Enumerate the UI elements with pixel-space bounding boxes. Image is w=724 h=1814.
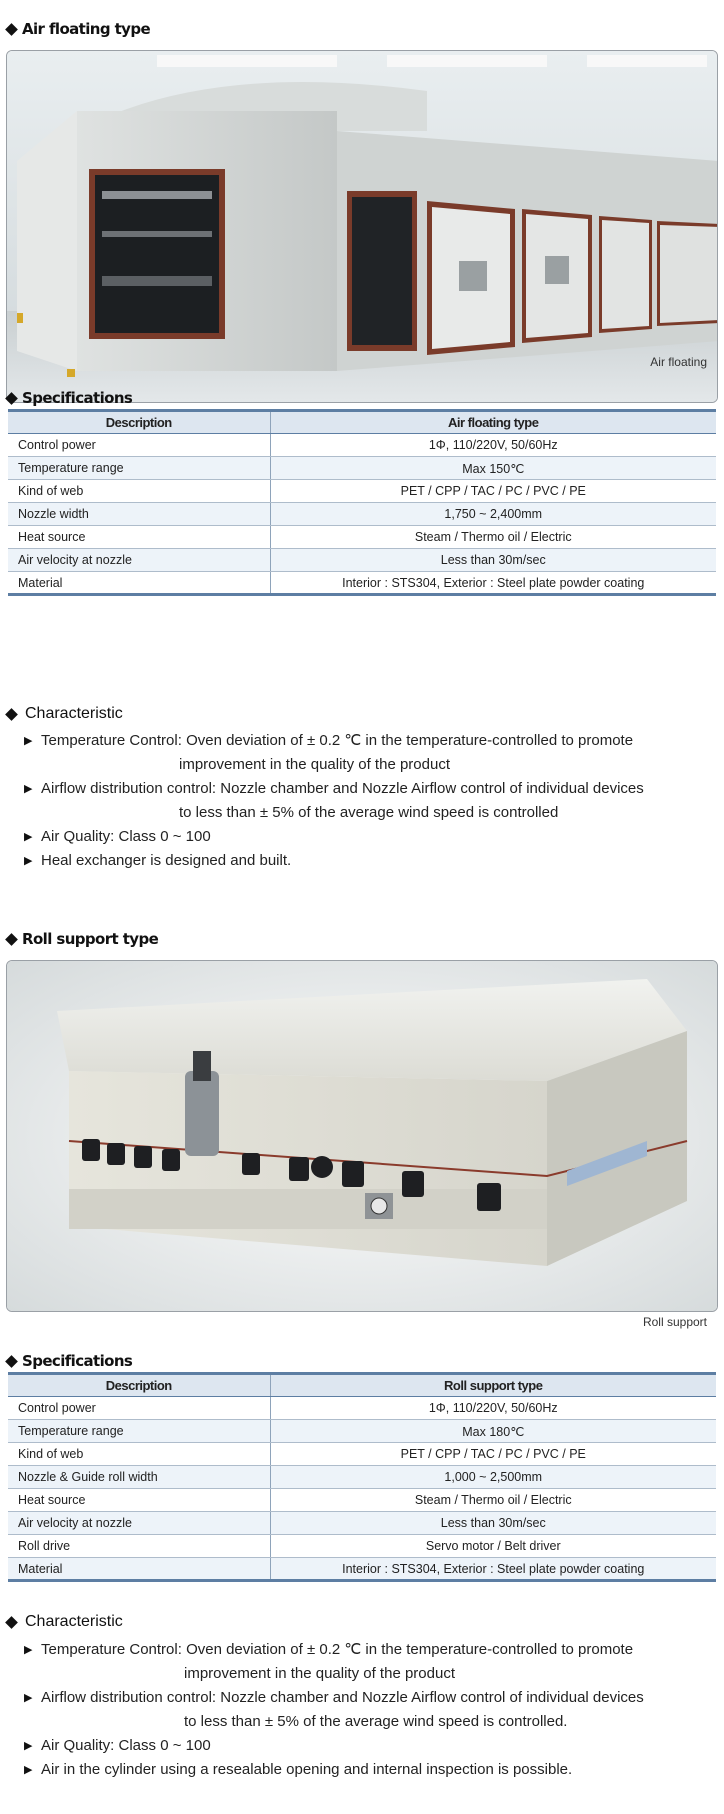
row-label: Control power <box>8 434 270 457</box>
table-row <box>8 1489 716 1512</box>
table-row <box>8 503 716 526</box>
row-label: Heat source <box>8 1489 270 1512</box>
row-value: 1,000 ~ 2,500mm <box>270 1466 716 1489</box>
triangle-bullet-icon: ▶ <box>24 1764 33 1776</box>
triangle-bullet-icon: ▶ <box>24 783 33 795</box>
row-label: Nozzle width <box>8 503 270 526</box>
row-value: 1Φ, 110/220V, 50/60Hz <box>270 1397 716 1420</box>
table-row <box>8 1420 716 1443</box>
row-value: PET / CPP / TAC / PC / PVC / PE <box>270 480 716 503</box>
list-item <box>24 1758 704 1782</box>
table-row <box>8 1558 716 1581</box>
list-item <box>24 849 704 873</box>
header-description: Description <box>8 1374 270 1397</box>
row-value: Steam / Thermo oil / Electric <box>270 526 716 549</box>
list-item <box>24 825 704 849</box>
row-value: Less than 30m/sec <box>270 549 716 572</box>
table-row <box>8 457 716 480</box>
characteristic-line: Air Quality: Class 0 ~ 100 <box>41 828 211 845</box>
row-label: Temperature range <box>8 457 270 480</box>
table-row <box>8 1397 716 1420</box>
row-label: Air velocity at nozzle <box>8 549 270 572</box>
roll-support-photo <box>6 960 718 1312</box>
characteristic-title-text: Characteristic <box>25 1613 123 1630</box>
row-value: Max 180℃ <box>270 1420 716 1443</box>
roll-support-oven-illustration <box>7 961 718 1312</box>
triangle-bullet-icon: ▶ <box>24 855 33 867</box>
specifications-title-1 <box>4 389 132 407</box>
section-title-roll-support <box>4 930 158 948</box>
characteristic-title-1 <box>4 705 123 723</box>
specifications-title-text: Specifications <box>22 1352 133 1370</box>
list-item <box>24 729 704 777</box>
row-label: Material <box>8 572 270 595</box>
list-item <box>24 777 704 825</box>
row-label: Heat source <box>8 526 270 549</box>
header-description: Description <box>8 411 270 434</box>
table-row <box>8 549 716 572</box>
row-label: Air velocity at nozzle <box>8 1512 270 1535</box>
characteristic-continuation: improvement in the quality of the product <box>179 756 450 773</box>
table-row <box>8 480 716 503</box>
section-title-text: Roll support type <box>22 930 159 948</box>
characteristic-line: Airflow distribution control: Nozzle chamber and Nozzle Airflow control of individual devices <box>41 1689 644 1706</box>
row-label: Temperature range <box>8 1420 270 1443</box>
diamond-bullet-icon <box>5 1616 18 1629</box>
diamond-bullet-icon <box>5 392 18 405</box>
header-type: Air floating type <box>270 411 716 434</box>
header-type: Roll support type <box>270 1374 716 1397</box>
spec-table-header <box>8 411 716 434</box>
row-value: PET / CPP / TAC / PC / PVC / PE <box>270 1443 716 1466</box>
spec-table-header <box>8 1374 716 1397</box>
section-title-text: Air floating type <box>22 20 151 38</box>
characteristic-list-2 <box>24 1638 704 1782</box>
triangle-bullet-icon: ▶ <box>24 831 33 843</box>
row-value: Steam / Thermo oil / Electric <box>270 1489 716 1512</box>
table-row <box>8 1443 716 1466</box>
row-label: Material <box>8 1558 270 1581</box>
triangle-bullet-icon: ▶ <box>24 1740 33 1752</box>
section-title-air-floating <box>4 20 150 38</box>
air-floating-photo <box>6 50 718 403</box>
characteristic-line: Temperature Control: Oven deviation of ± 0.2 ℃ in the temperature-controlled to promote <box>41 732 634 749</box>
characteristic-line: Heal exchanger is designed and built. <box>41 852 292 869</box>
diamond-bullet-icon <box>5 708 18 721</box>
row-label: Roll drive <box>8 1535 270 1558</box>
spec-table-roll-support <box>8 1372 716 1582</box>
diamond-bullet-icon <box>5 933 18 946</box>
specifications-title-2 <box>4 1352 132 1370</box>
row-value: 1,750 ~ 2,400mm <box>270 503 716 526</box>
triangle-bullet-icon: ▶ <box>24 1692 33 1704</box>
table-row <box>8 1512 716 1535</box>
row-value: Less than 30m/sec <box>270 1512 716 1535</box>
characteristic-continuation: to less than ± 5% of the average wind speed is controlled. <box>184 1713 568 1730</box>
characteristic-title-text: Characteristic <box>25 705 123 722</box>
row-value: Interior : STS304, Exterior : Steel plate powder coating <box>270 572 716 595</box>
characteristic-line: Airflow distribution control: Nozzle chamber and Nozzle Airflow control of individual devices <box>41 780 644 797</box>
characteristic-title-2 <box>4 1613 123 1631</box>
diamond-bullet-icon <box>5 23 18 36</box>
table-row <box>8 434 716 457</box>
table-row <box>8 572 716 595</box>
row-label: Control power <box>8 1397 270 1420</box>
row-label: Kind of web <box>8 480 270 503</box>
triangle-bullet-icon: ▶ <box>24 1644 33 1656</box>
air-floating-oven-illustration <box>7 51 718 403</box>
list-item <box>24 1638 704 1686</box>
row-label: Kind of web <box>8 1443 270 1466</box>
characteristic-line: Air in the cylinder using a resealable opening and internal inspection is possible. <box>41 1761 573 1778</box>
row-value: Max 150℃ <box>270 457 716 480</box>
row-label: Nozzle & Guide roll width <box>8 1466 270 1489</box>
row-value: 1Φ, 110/220V, 50/60Hz <box>270 434 716 457</box>
diamond-bullet-icon <box>5 1355 18 1368</box>
table-row <box>8 526 716 549</box>
characteristic-line: Temperature Control: Oven deviation of ± 0.2 ℃ in the temperature-controlled to promote <box>41 1641 634 1658</box>
photo-caption-roll-support: Roll support <box>642 1315 707 1329</box>
characteristic-continuation: to less than ± 5% of the average wind speed is controlled <box>179 804 559 821</box>
characteristic-line: Air Quality: Class 0 ~ 100 <box>41 1737 211 1754</box>
characteristic-continuation: improvement in the quality of the product <box>184 1665 455 1682</box>
list-item <box>24 1734 704 1758</box>
spec-table-air-floating <box>8 409 716 596</box>
list-item <box>24 1686 704 1734</box>
table-row <box>8 1466 716 1489</box>
row-value: Interior : STS304, Exterior : Steel plate powder coating <box>270 1558 716 1581</box>
characteristic-list-1 <box>24 729 704 873</box>
triangle-bullet-icon: ▶ <box>24 735 33 747</box>
specifications-title-text: Specifications <box>22 389 133 407</box>
table-row <box>8 1535 716 1558</box>
photo-caption-air-floating: Air floating <box>650 355 707 369</box>
row-value: Servo motor / Belt driver <box>270 1535 716 1558</box>
